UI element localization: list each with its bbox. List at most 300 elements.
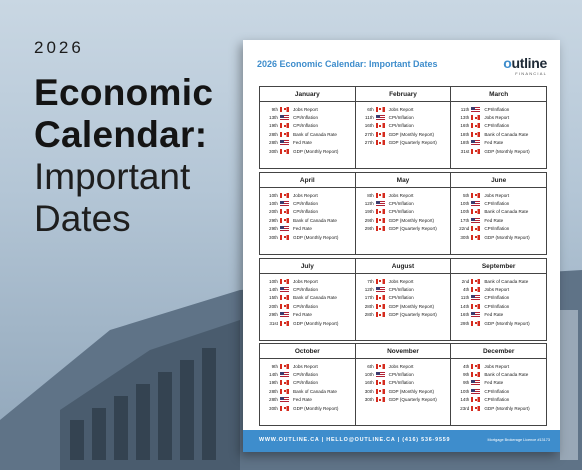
event-date: 28th (269, 131, 278, 137)
quarter-2-grid (259, 172, 547, 255)
month-name: July (260, 259, 355, 274)
event-row (361, 362, 448, 370)
event-date: 13th (269, 115, 278, 121)
event-row (265, 387, 352, 395)
canada-flag-icon (280, 380, 289, 385)
event-label: CPI/Inflation (293, 209, 319, 215)
canada-flag-icon (471, 372, 480, 377)
month-cell-august (356, 259, 452, 341)
month-cell-june (451, 173, 547, 255)
event-label: CPI/Inflation (388, 115, 414, 121)
canada-flag-icon (471, 132, 480, 137)
event-date: 29th (269, 312, 278, 318)
us-flag-icon (471, 295, 480, 300)
event-list (451, 274, 546, 327)
event-row (456, 208, 543, 216)
event-date: 31st (460, 148, 470, 154)
event-date: 10th (460, 209, 470, 215)
month-cell-march (451, 87, 547, 169)
event-label: GDP (Monthly Report) (388, 217, 435, 223)
event-row (456, 191, 543, 199)
event-date: 30th (364, 388, 374, 394)
event-row (361, 294, 448, 302)
logo-subtitle: FINANCIAL (515, 71, 547, 76)
event-date: 9th (271, 106, 278, 112)
event-date: 28th (269, 140, 278, 146)
event-row (361, 191, 448, 199)
event-date: 12th (364, 287, 374, 293)
canada-flag-icon (376, 397, 385, 402)
canada-flag-icon (280, 132, 289, 137)
event-row (265, 370, 352, 378)
quarter-3-grid (259, 258, 547, 341)
event-date: 10th (460, 201, 470, 207)
month-cell-february (356, 87, 452, 169)
event-label: GDP (Monthly Report) (388, 131, 435, 137)
event-date: 19th (269, 380, 278, 386)
event-label: Bank of Canada Rate (484, 209, 529, 215)
us-flag-icon (376, 201, 385, 206)
event-date: 30th (269, 405, 278, 411)
event-row (265, 105, 352, 113)
event-date: 15th (269, 295, 278, 301)
event-row (265, 277, 352, 285)
event-list (356, 274, 451, 319)
canada-flag-icon (376, 132, 385, 137)
canada-flag-icon (376, 226, 385, 231)
event-label: CPI/Inflation (484, 201, 510, 207)
event-label: Jobs Report (293, 192, 318, 198)
event-row (456, 311, 543, 319)
event-date: 28th (364, 312, 374, 318)
event-date: 11th (460, 295, 470, 301)
sheet-footer (243, 430, 560, 452)
event-label: GDP (Monthly Report) (484, 148, 530, 154)
event-date: 23rd (460, 405, 470, 411)
event-date: 10th (364, 372, 374, 378)
event-date: 10th (269, 201, 278, 207)
canada-flag-icon (280, 406, 289, 411)
event-date: 30th (269, 148, 278, 154)
canada-flag-icon (376, 389, 385, 394)
event-row (456, 396, 543, 404)
event-date: 11th (460, 106, 470, 112)
event-label: GDP (Monthly Report) (293, 234, 339, 240)
month-name: January (260, 87, 355, 102)
month-cell-may (356, 173, 452, 255)
event-row (265, 311, 352, 319)
us-flag-icon (280, 312, 289, 317)
event-date: 29th (364, 217, 374, 223)
event-label: GDP (Monthly Report) (388, 388, 435, 394)
event-row (456, 122, 543, 130)
event-date: 14th (269, 287, 278, 293)
us-flag-icon (280, 140, 289, 145)
canada-flag-icon (280, 235, 289, 240)
event-row (265, 130, 352, 138)
canada-flag-icon (471, 123, 480, 128)
month-name: October (260, 344, 355, 359)
event-label: Bank of Canada Rate (293, 217, 337, 223)
event-row (456, 113, 543, 121)
event-row (265, 208, 352, 216)
event-label: Fed Rate (484, 380, 504, 386)
quarter-4-grid (259, 343, 547, 426)
event-label: Jobs Report (388, 192, 414, 198)
event-date: 20th (269, 303, 278, 309)
event-label: GDP (Quarterly Report) (388, 140, 437, 146)
event-label: CPI/Inflation (388, 287, 414, 293)
event-label: CPI/Inflation (388, 372, 414, 378)
event-date: 18th (460, 140, 470, 146)
month-name: December (451, 344, 546, 359)
event-date: 12th (364, 201, 374, 207)
event-label: Jobs Report (484, 192, 510, 198)
event-row (265, 139, 352, 147)
us-flag-icon (376, 372, 385, 377)
us-flag-icon (280, 201, 289, 206)
event-row (361, 130, 448, 138)
event-date: 29th (269, 217, 278, 223)
event-row (361, 285, 448, 293)
us-flag-icon (471, 218, 480, 223)
canada-flag-icon (471, 235, 480, 240)
canada-flag-icon (471, 115, 480, 120)
event-row (265, 199, 352, 207)
event-label: CPI/Inflation (484, 397, 510, 403)
event-date: 29th (364, 226, 374, 232)
hero-year: 2026 (34, 38, 84, 57)
event-date: 16th (460, 312, 470, 318)
event-list (451, 102, 546, 155)
hero-title-line-1: Economic (34, 72, 214, 113)
canada-flag-icon (471, 304, 480, 309)
event-row (361, 216, 448, 224)
event-list (260, 188, 355, 241)
event-label: CPI/Inflation (388, 209, 414, 215)
event-date: 14th (269, 372, 278, 378)
canada-flag-icon (280, 149, 289, 154)
event-date: 17th (364, 295, 374, 301)
event-row (265, 147, 352, 155)
event-date: 9th (462, 380, 470, 386)
event-label: CPI/Inflation (293, 380, 319, 386)
canada-flag-icon (376, 193, 385, 198)
us-flag-icon (471, 107, 480, 112)
event-row (456, 105, 543, 113)
event-row (361, 387, 448, 395)
event-date: 18th (460, 131, 470, 137)
us-flag-icon (376, 287, 385, 292)
event-date: 10th (269, 192, 278, 198)
month-cell-december (451, 344, 547, 426)
event-label: CPI/Inflation (293, 123, 319, 129)
canada-flag-icon (376, 364, 385, 369)
month-cell-january (260, 87, 356, 169)
event-label: CPI/Inflation (484, 303, 510, 309)
us-flag-icon (471, 380, 480, 385)
event-row (265, 319, 352, 327)
event-label: Fed Rate (293, 312, 312, 318)
event-list (356, 102, 451, 147)
canada-flag-icon (280, 123, 289, 128)
calendar-sheet (243, 40, 560, 452)
event-date: 10th (460, 388, 470, 394)
canada-flag-icon (376, 312, 385, 317)
canada-flag-icon (376, 304, 385, 309)
event-row (456, 362, 543, 370)
canada-flag-icon (280, 321, 289, 326)
event-row (265, 191, 352, 199)
us-flag-icon (280, 287, 289, 292)
outline-logo (503, 56, 547, 76)
canada-flag-icon (280, 279, 289, 284)
hero-text (34, 38, 213, 240)
month-name: February (356, 87, 451, 102)
event-label: Jobs Report (388, 106, 414, 112)
event-row (456, 319, 543, 327)
event-label: Jobs Report (484, 287, 510, 293)
event-list (451, 359, 546, 412)
event-date: 13th (460, 115, 470, 121)
month-name: August (356, 259, 451, 274)
event-row (456, 387, 543, 395)
event-row (456, 233, 543, 241)
month-name: November (356, 344, 451, 359)
month-cell-october (260, 344, 356, 426)
event-label: Jobs Report (293, 278, 318, 284)
event-date: 6th (367, 106, 374, 112)
event-date: 14th (460, 397, 470, 403)
canada-flag-icon (471, 209, 480, 214)
event-date: 17th (460, 217, 470, 223)
event-row (361, 105, 448, 113)
canada-flag-icon (280, 389, 289, 394)
canada-flag-icon (280, 107, 289, 112)
event-row (456, 370, 543, 378)
event-row (361, 311, 448, 319)
event-label: Jobs Report (484, 115, 510, 121)
month-name: September (451, 259, 546, 274)
us-flag-icon (471, 201, 480, 206)
us-flag-icon (280, 397, 289, 402)
quarter-1-grid (259, 86, 547, 169)
sheet-title: 2026 Economic Calendar: Important Dates (257, 59, 438, 69)
event-label: Bank of Canada Rate (484, 372, 529, 378)
event-label: GDP (Monthly Report) (388, 303, 435, 309)
event-date: 14th (460, 303, 470, 309)
event-label: Bank of Canada Rate (293, 388, 337, 394)
event-label: CPI/Inflation (293, 372, 319, 378)
event-date: 29th (460, 320, 470, 326)
event-label: Jobs Report (293, 106, 318, 112)
event-label: GDP (Monthly Report) (484, 320, 530, 326)
us-flag-icon (280, 372, 289, 377)
event-date: 2nd (461, 278, 470, 284)
canada-flag-icon (376, 295, 385, 300)
event-label: Jobs Report (388, 363, 414, 369)
event-date: 28th (364, 303, 374, 309)
event-label: CPI/Inflation (388, 201, 414, 207)
event-label: Bank of Canada Rate (484, 278, 529, 284)
canada-flag-icon (376, 140, 385, 145)
event-list (260, 274, 355, 327)
month-name: March (451, 87, 546, 102)
event-date: 4th (462, 363, 470, 369)
event-row (456, 294, 543, 302)
canada-flag-icon (471, 364, 480, 369)
event-row (456, 302, 543, 310)
event-label: CPI/Inflation (388, 295, 414, 301)
event-label: CPI/Inflation (484, 106, 510, 112)
event-date: 16th (364, 123, 374, 129)
event-row (265, 225, 352, 233)
event-list (451, 188, 546, 241)
sheet-header (257, 56, 547, 76)
event-date: 28th (269, 397, 278, 403)
event-date: 22nd (459, 226, 470, 232)
event-label: CPI/Inflation (293, 201, 319, 207)
logo-o-letter: o (503, 55, 512, 71)
event-row (265, 122, 352, 130)
event-row (361, 302, 448, 310)
event-label: CPI/Inflation (388, 123, 414, 129)
event-row (265, 285, 352, 293)
event-row (456, 379, 543, 387)
event-row (456, 216, 543, 224)
event-row (361, 370, 448, 378)
canada-flag-icon (376, 218, 385, 223)
event-row (456, 404, 543, 412)
month-name: May (356, 173, 451, 188)
event-row (265, 302, 352, 310)
event-date: 30th (364, 397, 374, 403)
us-flag-icon (280, 226, 289, 231)
event-row (361, 379, 448, 387)
event-row (361, 208, 448, 216)
event-label: Fed Rate (484, 217, 504, 223)
event-row (265, 294, 352, 302)
event-date: 9th (271, 363, 278, 369)
event-label: CPI/Inflation (484, 123, 510, 129)
event-date: 20th (269, 209, 278, 215)
event-label: GDP (Quarterly Report) (388, 397, 437, 403)
event-label: Bank of Canada Rate (293, 131, 337, 137)
event-row (456, 147, 543, 155)
event-row (265, 216, 352, 224)
event-date: 19th (364, 209, 374, 215)
event-label: GDP (Monthly Report) (293, 405, 339, 411)
event-list (356, 188, 451, 233)
us-flag-icon (280, 115, 289, 120)
event-label: CPI/Inflation (293, 287, 319, 293)
month-cell-april (260, 173, 356, 255)
month-name: June (451, 173, 546, 188)
month-name: April (260, 173, 355, 188)
hero-title-line-4: Dates (34, 198, 131, 239)
canada-flag-icon (280, 218, 289, 223)
canada-flag-icon (280, 304, 289, 309)
event-label: Fed Rate (484, 140, 504, 146)
event-date: 5th (462, 192, 470, 198)
event-label: GDP (Monthly Report) (484, 234, 530, 240)
canada-flag-icon (471, 406, 480, 411)
event-row (456, 199, 543, 207)
event-label: Fed Rate (484, 312, 504, 318)
event-label: Fed Rate (293, 140, 312, 146)
event-row (265, 404, 352, 412)
canada-flag-icon (280, 193, 289, 198)
event-row (456, 225, 543, 233)
canada-flag-icon (471, 321, 480, 326)
event-label: CPI/Inflation (293, 303, 319, 309)
event-date: 9th (462, 372, 470, 378)
canada-flag-icon (280, 295, 289, 300)
event-label: CPI/Inflation (484, 226, 510, 232)
event-row (456, 285, 543, 293)
event-list (356, 359, 451, 404)
us-flag-icon (471, 312, 480, 317)
canada-flag-icon (471, 397, 480, 402)
event-row (361, 139, 448, 147)
event-label: Bank of Canada Rate (484, 131, 529, 137)
us-flag-icon (471, 140, 480, 145)
event-row (265, 362, 352, 370)
event-date: 10th (269, 278, 278, 284)
event-row (361, 225, 448, 233)
canada-flag-icon (376, 380, 385, 385)
event-label: CPI/Inflation (484, 295, 510, 301)
event-date: 11th (365, 115, 374, 121)
event-label: GDP (Quarterly Report) (388, 226, 437, 232)
us-flag-icon (376, 115, 385, 120)
canada-flag-icon (376, 279, 385, 284)
event-row (361, 113, 448, 121)
event-row (361, 122, 448, 130)
event-label: GDP (Quarterly Report) (388, 312, 437, 318)
canada-flag-icon (376, 107, 385, 112)
canada-flag-icon (471, 193, 480, 198)
footer-contact: WWW.OUTLINE.CA | HELLO@OUTLINE.CA | (416) 536-9559 (259, 437, 451, 443)
footer-license: Mortgage Brokerage Licence #13173 (487, 438, 550, 442)
event-row (361, 199, 448, 207)
month-cell-july (260, 259, 356, 341)
event-label: Jobs Report (484, 363, 510, 369)
event-date: 28th (269, 388, 278, 394)
event-list (260, 359, 355, 412)
event-label: GDP (Monthly Report) (484, 405, 530, 411)
hero-title-line-2: Calendar: (34, 114, 208, 155)
event-label: Bank of Canada Rate (293, 295, 337, 301)
event-row (361, 396, 448, 404)
canada-flag-icon (376, 123, 385, 128)
event-date: 16th (364, 380, 374, 386)
canada-flag-icon (471, 279, 480, 284)
event-label: Jobs Report (293, 363, 318, 369)
event-label: Fed Rate (293, 397, 312, 403)
event-date: 6th (367, 363, 374, 369)
month-cell-september (451, 259, 547, 341)
event-label: CPI/Inflation (293, 115, 319, 121)
canada-flag-icon (376, 209, 385, 214)
event-row (265, 396, 352, 404)
canada-flag-icon (280, 364, 289, 369)
event-date: 27th (364, 140, 374, 146)
event-row (361, 277, 448, 285)
event-date: 19th (269, 123, 278, 129)
canada-flag-icon (280, 209, 289, 214)
event-row (456, 277, 543, 285)
